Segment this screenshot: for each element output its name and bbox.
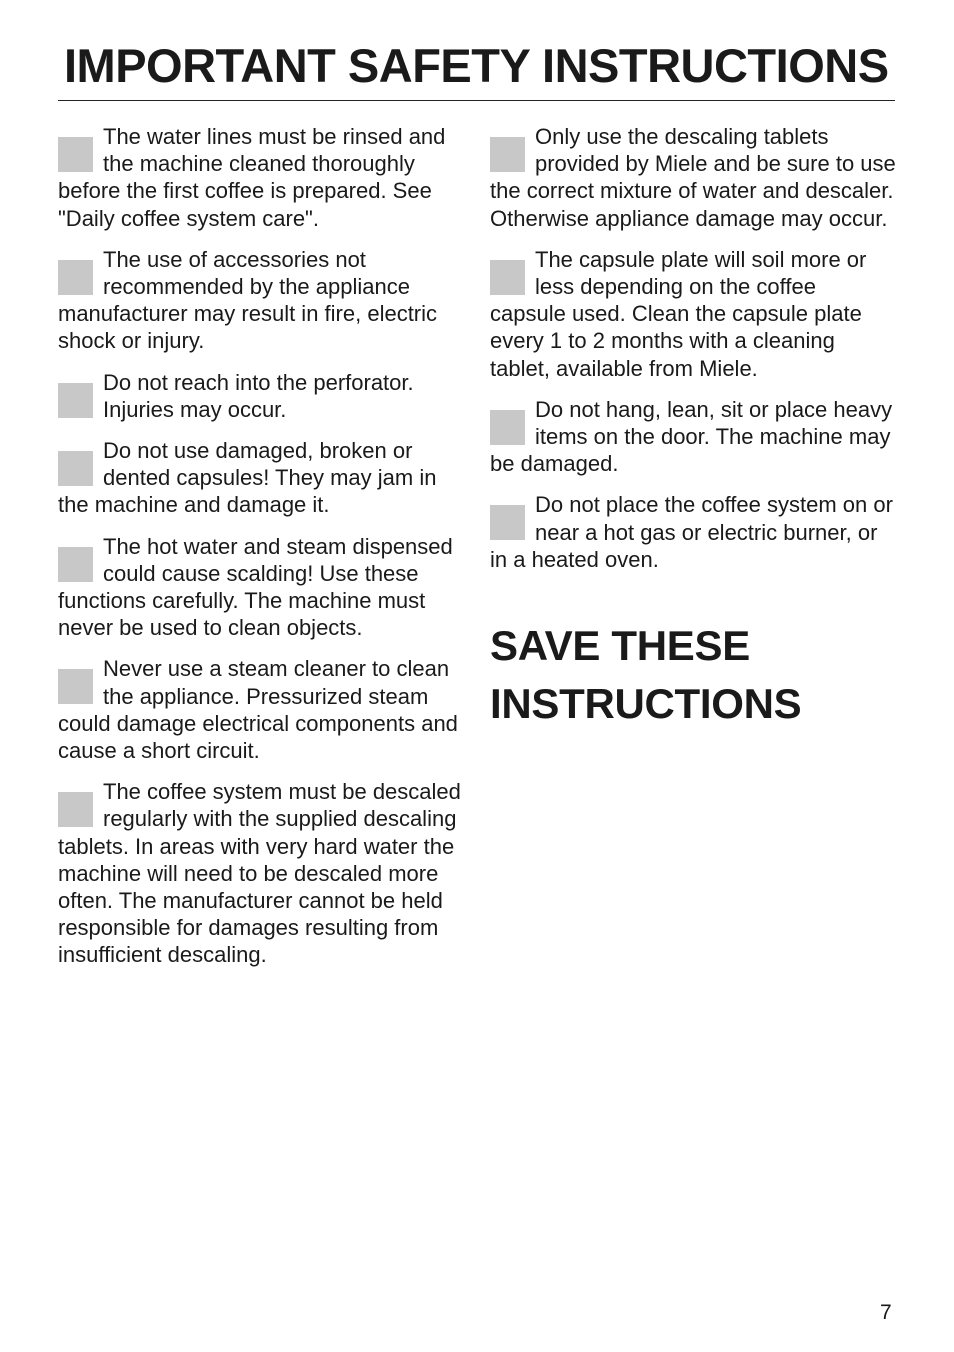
warning-marker-icon	[490, 410, 525, 445]
safety-item	[490, 491, 896, 573]
warning-marker-icon	[58, 792, 93, 827]
warning-marker-icon	[490, 505, 525, 540]
safety-item-text: Never use a steam cleaner to clean the appliance. Pressurized steam could damage electrical components and cause a short circuit.	[58, 656, 458, 764]
page-number: 7	[880, 1301, 892, 1324]
safety-item	[58, 246, 468, 355]
safety-item	[490, 396, 896, 478]
title-divider	[58, 100, 895, 101]
safety-item	[58, 533, 468, 642]
safety-item-text: The use of accessories not recommended by the appliance manufacturer may result in fire, electric shock or injury.	[58, 246, 438, 354]
safety-item	[58, 123, 468, 232]
safety-item-text: Do not use damaged, broken or dented capsules! They may jam in the machine and damage it.	[58, 438, 437, 518]
save-heading-line1: SAVE THESE	[490, 622, 750, 670]
warning-marker-icon	[58, 383, 93, 418]
page-title: IMPORTANT SAFETY INSTRUCTIONS	[64, 39, 889, 92]
warning-marker-icon	[58, 669, 93, 704]
safety-item-text: The capsule plate will soil more or less depending on the coffee capsule used. Clean the capsule plate every 1 to 2 months with a cleaning tablet, available from Miele.	[490, 246, 867, 381]
safety-item	[58, 437, 468, 519]
safety-item-text: Do not place the coffee system on or near a hot gas or electric burner, or in a heated oven.	[490, 492, 893, 572]
safety-item-text: The water lines must be rinsed and the machine cleaned thoroughly before the first coffee is prepared. See "Daily coffee system care".	[58, 124, 446, 231]
safety-item-text: Do not hang, lean, sit or place heavy items on the door. The machine may be damaged.	[490, 396, 893, 477]
warning-marker-icon	[58, 260, 93, 295]
warning-marker-icon	[490, 260, 525, 295]
safety-item	[58, 655, 468, 764]
safety-item-text: The coffee system must be descaled regularly with the supplied descaling tablets. In areas with very hard water the machine will need to be descaled more often. The manufacturer cannot be held responsible for damages resulting from insufficient descaling.	[58, 779, 461, 968]
safety-item-text: Only use the descaling tablets provided by Miele and be sure to use the correct mixture of water and descaler. Otherwise appliance damage may occur.	[490, 124, 896, 231]
save-instructions-heading	[490, 617, 896, 733]
safety-item-text: The hot water and steam dispensed could cause scalding! Use these functions carefully. The machine must never be used to clean objects.	[58, 533, 453, 641]
warning-marker-icon	[490, 137, 525, 172]
warning-marker-icon	[58, 547, 93, 582]
safety-item	[58, 778, 468, 968]
safety-item	[490, 123, 896, 232]
left-column	[58, 123, 468, 983]
warning-marker-icon	[58, 451, 93, 486]
warning-marker-icon	[58, 137, 93, 172]
safety-item-text: Do not reach into the perforator. Injuries may occur.	[103, 369, 414, 422]
safety-item	[490, 246, 896, 382]
right-column	[490, 123, 896, 733]
save-heading-line2: INSTRUCTIONS	[490, 680, 802, 728]
safety-item	[58, 369, 468, 423]
